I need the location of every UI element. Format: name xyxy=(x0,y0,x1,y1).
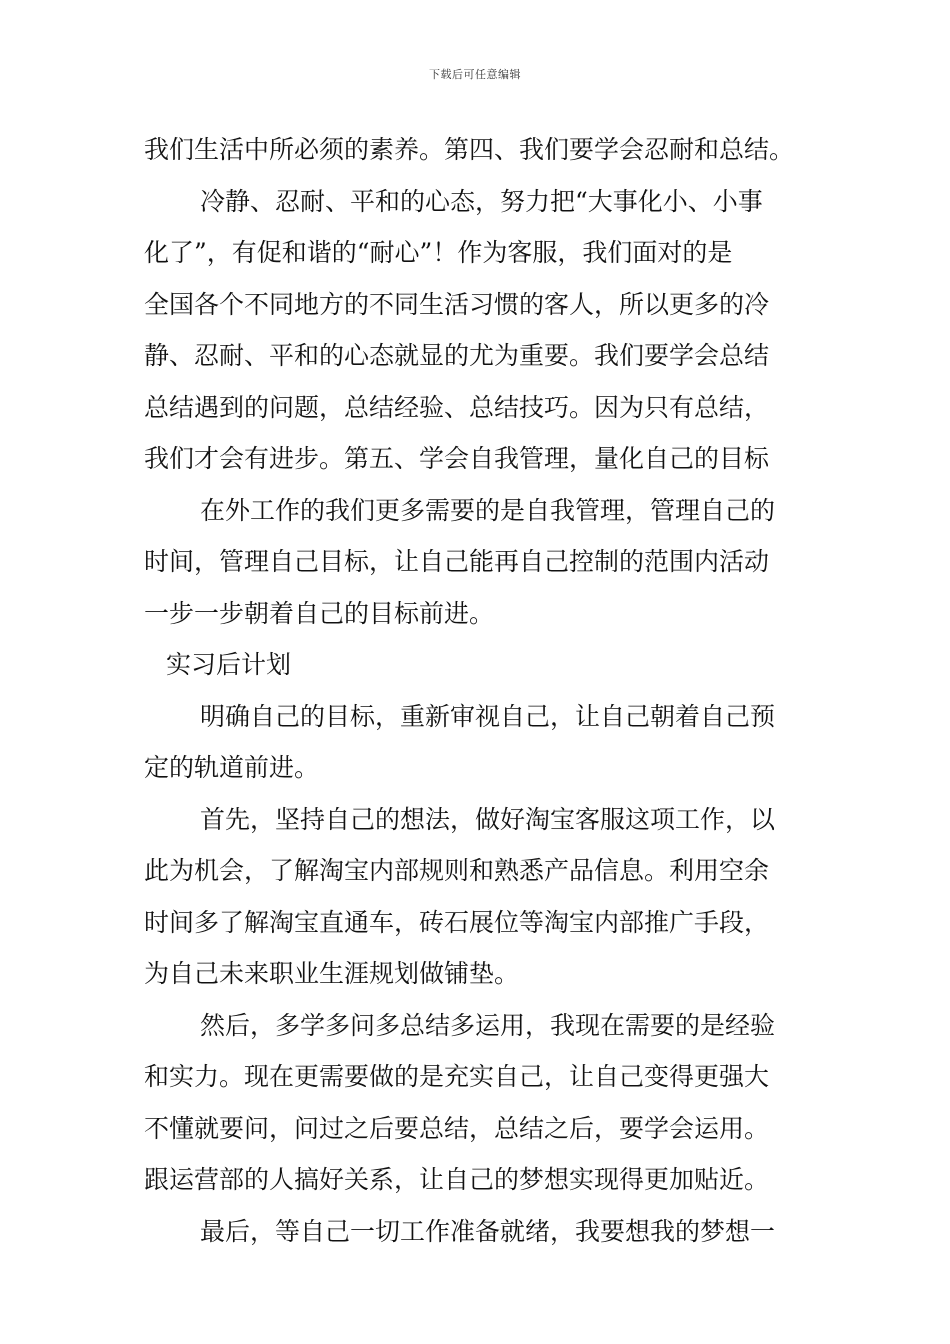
text-line: 化了”，有促和谐的“耐心”！作为客服，我们面对的是 xyxy=(144,238,733,267)
section-heading: 实习后计划 xyxy=(166,650,292,679)
text-line: 时间多了解淘宝直通车，砖石展位等淘宝内部推广手段， xyxy=(144,907,770,937)
text-line: 最后，等自己一切工作准备就绪，我要想我的梦想一 xyxy=(200,1216,776,1246)
document-body xyxy=(144,124,814,1257)
text-line: 明确自己的目标，重新审视自己，让自己朝着自己预 xyxy=(200,701,776,731)
page-header: 下载后可任意编辑 xyxy=(429,68,521,81)
text-line: 静、忍耐、平和的心态就显的尤为重要。我们要学会总结 xyxy=(144,341,770,370)
text-line: 我们才会有进步。第五、学会自我管理，量化自己的目标 xyxy=(144,444,770,473)
text-line: 定的轨道前进。 xyxy=(144,753,320,782)
text-line: 冷静、忍耐、平和的心态，努力把“大事化小、小事 xyxy=(200,186,763,216)
text-line: 时间，管理自己目标，让自己能再自己控制的范围内活动 xyxy=(144,547,770,576)
text-line: 全国各个不同地方的不同生活习惯的客人，所以更多的冷 xyxy=(144,289,770,319)
text-line: 跟运营部的人搞好关系，让自己的梦想实现得更加贴近。 xyxy=(144,1165,770,1194)
text-line: 为自己未来职业生涯规划做铺垫。 xyxy=(144,959,520,988)
text-line: 此为机会，了解淘宝内部规则和熟悉产品信息。利用空余 xyxy=(144,856,770,885)
text-line: 和实力。现在更需要做的是充实自己，让自己变得更强大 xyxy=(144,1062,770,1091)
text-line: 不懂就要问，问过之后要总结，总结之后，要学会运用。 xyxy=(144,1113,770,1143)
text-line: 一步一步朝着自己的目标前进。 xyxy=(144,598,495,628)
text-line: 总结遇到的问题，总结经验、总结技巧。因为只有总结， xyxy=(144,392,770,422)
text-line: 然后，多学多问多总结多运用，我现在需要的是经验 xyxy=(200,1010,776,1040)
text-line: 在外工作的我们更多需要的是自我管理，管理自己的 xyxy=(200,495,776,525)
text-line: 我们生活中所必须的素养。第四、我们要学会忍耐和总结。 xyxy=(144,135,795,164)
text-line: 首先，坚持自己的想法，做好淘宝客服这项工作，以 xyxy=(200,804,776,834)
